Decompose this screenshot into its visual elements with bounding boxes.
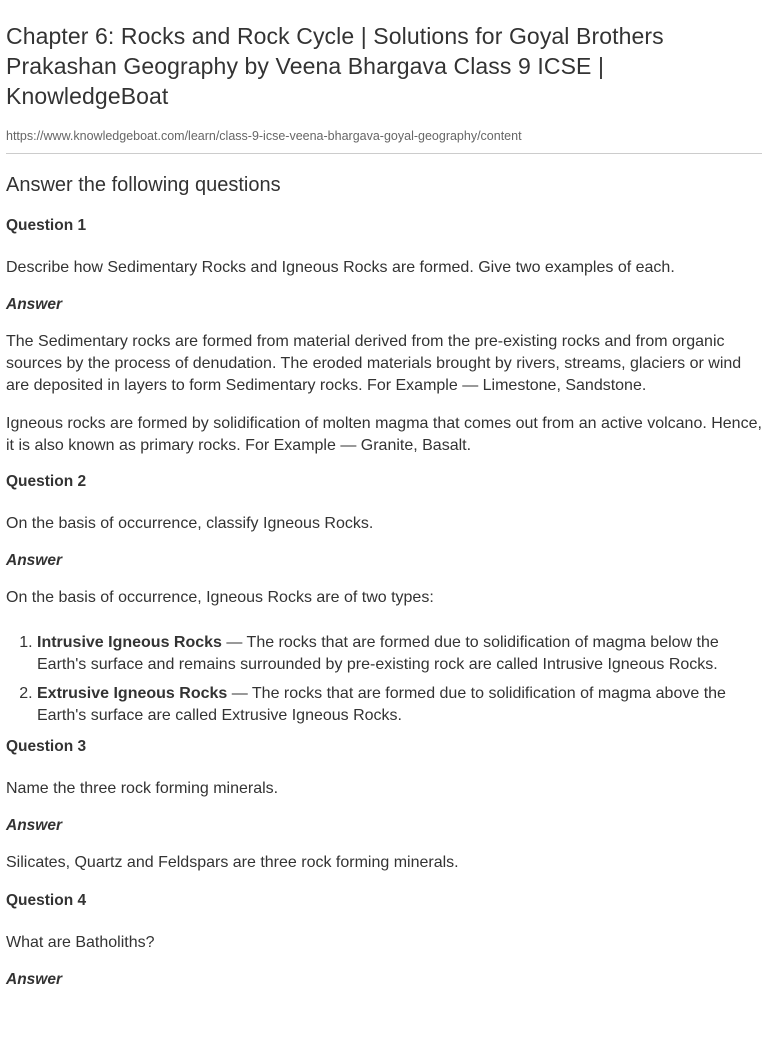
question-3-label: Question 3 <box>6 738 87 755</box>
answer-4-label: Answer <box>6 971 62 988</box>
answer-2-intro: On the basis of occurrence, Igneous Rocks are of two types: <box>6 589 434 606</box>
list-item <box>37 632 762 676</box>
answer-2-list <box>6 632 762 727</box>
page-title: Chapter 6: Rocks and Rock Cycle | Solutions for Goyal Brothers Prakashan Geography by Veena Bhargava Class 9 ICSE | KnowledgeBoat <box>6 23 664 109</box>
answer-3-label: Answer <box>6 817 62 834</box>
question-4-text: What are Batholiths? <box>6 934 155 951</box>
question-2-text: On the basis of occurrence, classify Igneous Rocks. <box>6 515 374 532</box>
answer-1-paragraph-1: The Sedimentary rocks are formed from material derived from the pre-existing rocks and from organic sources by the process of denudation. The eroded materials brought by rivers, streams, glaciers or wind are deposited in layers to form Sedimentary rocks. For Example — Limestone, Sandstone. <box>6 333 742 394</box>
list-item-description: — The rocks that are formed due to solidification of magma below the Earth's surface and remains surrounded by pre-existing rock are called Intrusive Igneous Rocks. <box>37 634 719 673</box>
answer-1-label: Answer <box>6 296 62 313</box>
list-item <box>37 683 762 727</box>
question-1-label: Question 1 <box>6 217 87 234</box>
answer-3-paragraph-1: Silicates, Quartz and Feldspars are three rock forming minerals. <box>6 854 459 871</box>
list-item-term: Intrusive Igneous Rocks <box>37 634 222 651</box>
page-url[interactable]: https://www.knowledgeboat.com/learn/class-9-icse-veena-bhargava-goyal-geography/content <box>6 129 522 143</box>
answer-2-label: Answer <box>6 552 62 569</box>
header-divider <box>6 153 762 154</box>
section-heading: Answer the following questions <box>6 174 281 196</box>
question-4-label: Question 4 <box>6 892 87 909</box>
answer-1-paragraph-2: Igneous rocks are formed by solidification of molten magma that comes out from an active volcano. Hence, it is also known as primary rocks. For Example — Granite, Basalt. <box>6 415 762 454</box>
question-2-label: Question 2 <box>6 473 87 490</box>
page-content <box>0 21 768 991</box>
list-item-description: — The rocks that are formed due to solidification of magma above the Earth's surface are called Extrusive Igneous Rocks. <box>37 685 726 724</box>
list-item-term: Extrusive Igneous Rocks <box>37 685 228 702</box>
question-3-text: Name the three rock forming minerals. <box>6 780 279 797</box>
question-1-text: Describe how Sedimentary Rocks and Igneous Rocks are formed. Give two examples of each. <box>6 259 675 276</box>
